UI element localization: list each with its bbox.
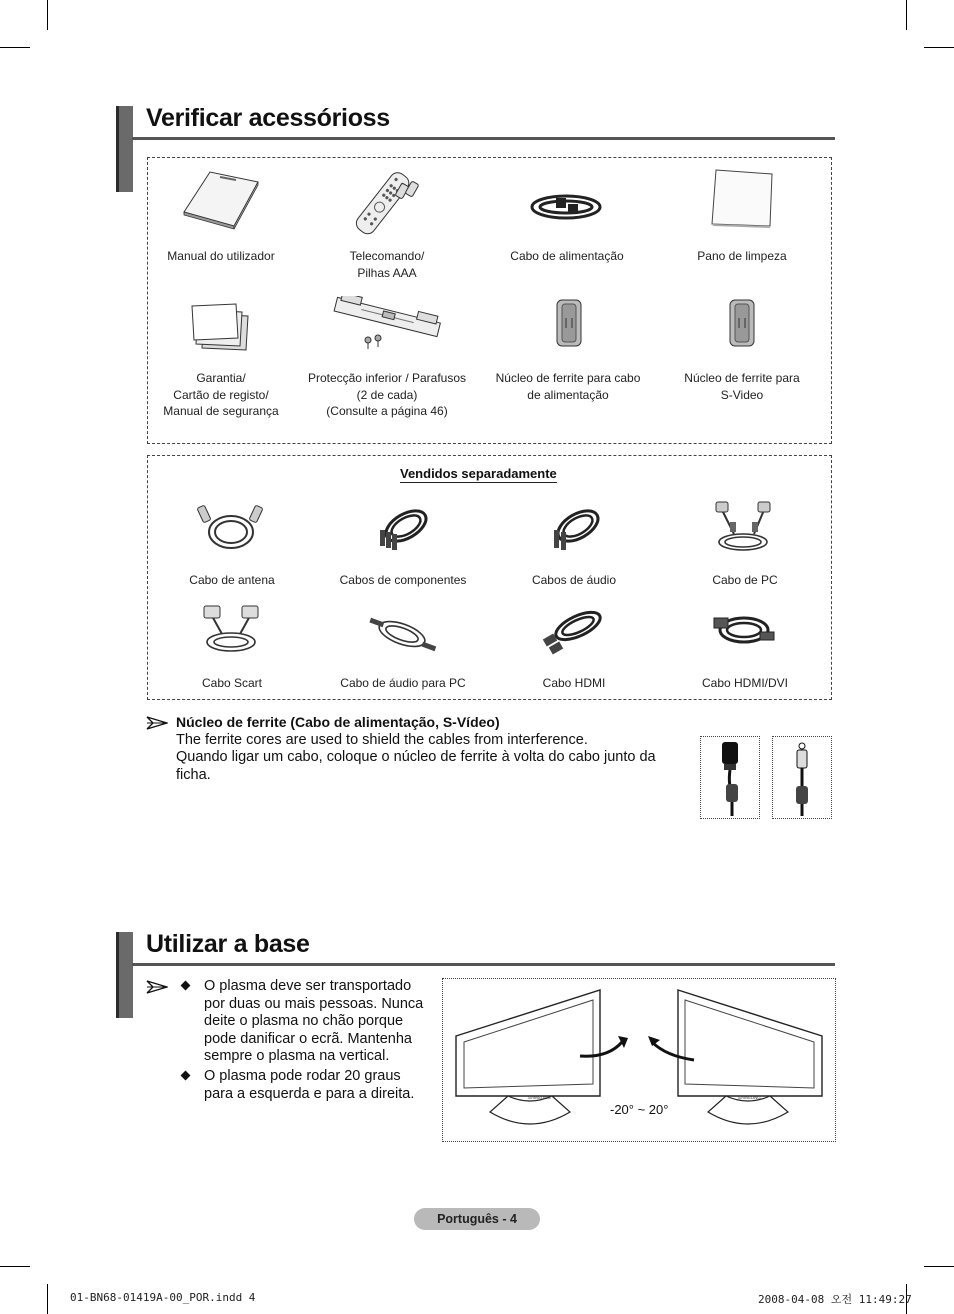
section-bar — [116, 106, 133, 192]
bullet-line: sempre o plasma na vertical. — [204, 1048, 390, 1064]
section-rule — [132, 137, 835, 140]
section-bar — [116, 932, 133, 1018]
stand-bullet-1 — [204, 978, 436, 1066]
stand-bullet-2 — [204, 1068, 436, 1103]
caption-remote: Telecomando/ Pilhas AAA — [349, 249, 425, 280]
ferrite-core-icon — [554, 296, 584, 350]
bullet-line: O plasma pode rodar 20 graus — [204, 1068, 401, 1084]
bullet-line: para a esquerda e para a direita. — [204, 1085, 415, 1102]
caption-audio-cables: Cabos de áudio — [531, 573, 617, 587]
ferrite-core-icon — [727, 296, 757, 350]
caption-component-cables: Cabos de componentes — [339, 573, 467, 587]
diamond-bullet-icon — [181, 1071, 191, 1081]
warranty-cards-icon — [190, 302, 252, 352]
caption-pc-audio-cable: Cabo de áudio para PC — [340, 676, 466, 690]
power-cord-icon — [528, 190, 604, 224]
tv-brand-text: SAMSUNG — [528, 1095, 551, 1100]
cover-bottom-icon — [330, 296, 444, 350]
footer-timestamp: 2008-04-08 오전 11:49:27 — [758, 1293, 912, 1306]
diamond-bullet-icon — [181, 981, 191, 991]
hdmi-dvi-cable-icon — [712, 606, 776, 654]
antenna-cable-icon — [196, 500, 266, 554]
page-number-badge: Português - 4 — [414, 1208, 540, 1230]
sold-separately-label: Vendidos separadamente — [400, 466, 557, 481]
pc-audio-cable-icon — [368, 606, 438, 656]
caption-power-cord: Cabo de alimentação — [510, 249, 624, 263]
rotation-range-label: -20° ~ 20° — [610, 1102, 669, 1117]
remote-control-icon — [350, 166, 426, 238]
ferrite-note-line: The ferrite cores are used to shield the cables from interference. — [176, 731, 588, 748]
crop-mark — [924, 1266, 954, 1267]
caption-warranty: Garantia/ Cartão de registo/ Manual de segurança — [163, 371, 279, 418]
bullet-line: pode danificar o ecrã. Mantenha — [204, 1030, 412, 1047]
ferrite-note — [176, 714, 676, 784]
ferrite-note-title: Núcleo de ferrite (Cabo de alimentação, S-Vídeo) — [176, 714, 500, 730]
note-arrow-icon — [146, 716, 168, 730]
section-rule — [132, 963, 835, 966]
hdmi-cable-icon — [540, 606, 610, 656]
footer-filename: 01-BN68-01419A-00_POR.indd 4 — [70, 1291, 256, 1304]
audio-cables-icon — [544, 502, 606, 556]
tv-brand-text: SAMSUNG — [738, 1095, 761, 1100]
caption-antenna-cable: Cabo de antena — [189, 573, 275, 587]
crop-mark — [924, 47, 954, 48]
caption-hdmi-cable: Cabo HDMI — [542, 676, 606, 690]
caption-cover-bottom: Protecção inferior / Parafusos (2 de cada) (Consulte a página 46) — [307, 371, 467, 418]
bullet-line: por duas ou mais pessoas. Nunca — [204, 995, 424, 1012]
ferrite-note-line: ficha. — [176, 766, 211, 783]
scart-cable-icon — [200, 604, 262, 656]
caption-manual: Manual do utilizador — [167, 249, 275, 263]
crop-mark — [47, 1284, 48, 1314]
caption-hdmi-dvi-cable: Cabo HDMI/DVI — [701, 676, 789, 690]
section-title-stand: Utilizar a base — [146, 930, 310, 958]
caption-ferrite-svideo: Núcleo de ferrite para S-Video — [684, 371, 800, 402]
section-title-accessories: Verificar acessórioss — [146, 104, 390, 132]
caption-cloth: Pano de limpeza — [697, 249, 787, 263]
svideo-plug-ferrite-icon — [786, 740, 818, 816]
manual-icon — [180, 168, 262, 230]
bullet-line: O plasma deve ser transportado — [204, 978, 412, 994]
component-cables-icon — [372, 502, 434, 556]
caption-pc-cable: Cabo de PC — [712, 573, 778, 587]
crop-mark — [0, 47, 30, 48]
power-plug-ferrite-icon — [714, 740, 746, 816]
caption-scart-cable: Cabo Scart — [201, 676, 263, 690]
crop-mark — [47, 0, 48, 30]
bullet-line: deite o plasma no chão porque — [204, 1013, 404, 1029]
note-arrow-icon — [146, 980, 168, 994]
ferrite-note-line: Quando ligar um cabo, coloque o núcleo de ferrite à volta do cabo junto da — [176, 749, 656, 765]
caption-ferrite-power: Núcleo de ferrite para cabo de alimentação — [495, 371, 641, 402]
crop-mark — [906, 0, 907, 30]
crop-mark — [0, 1266, 30, 1267]
pc-cable-icon — [712, 500, 774, 556]
cleaning-cloth-icon — [710, 168, 776, 230]
